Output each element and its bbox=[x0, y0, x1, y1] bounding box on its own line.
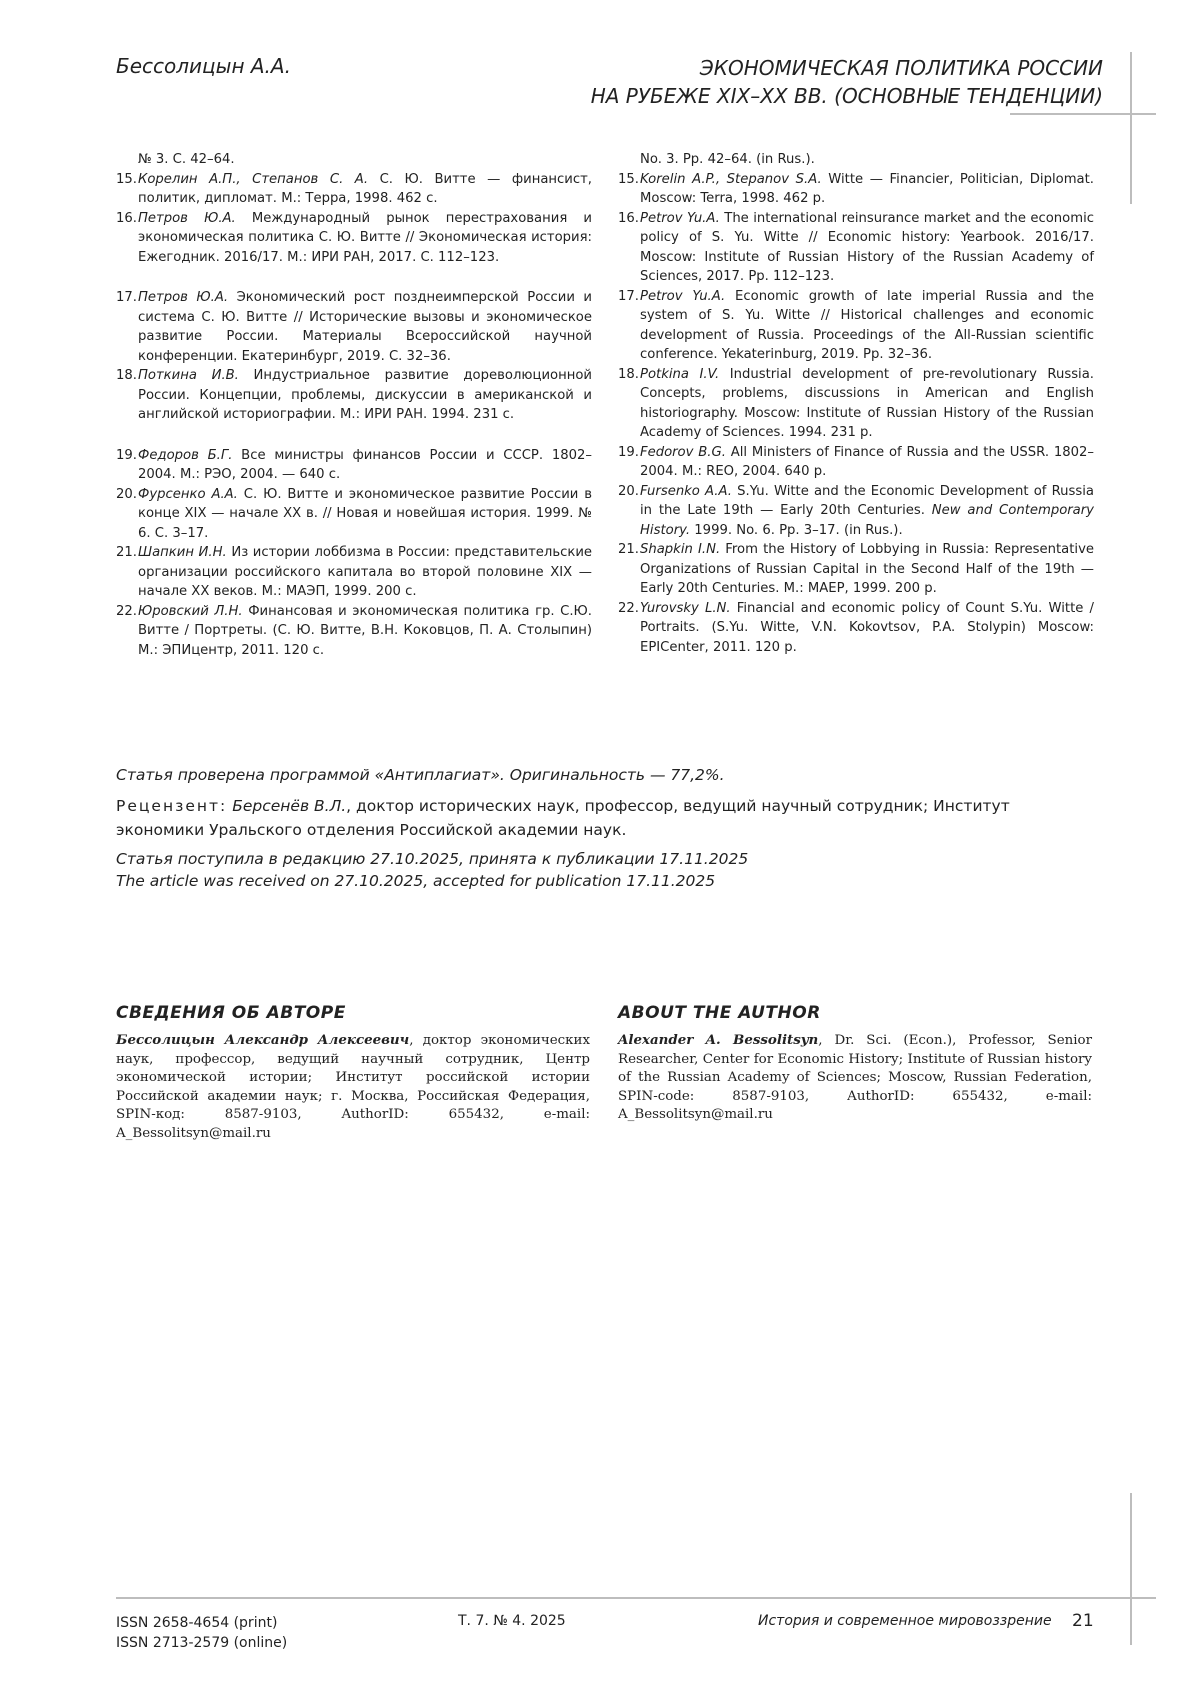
about-author-text bbox=[618, 1031, 1092, 1125]
received-dates bbox=[116, 848, 1096, 892]
reference-text: С. Ю. Витте — финансист, политик, дипломат. М.: Терра, 1998. 462 с. bbox=[138, 171, 592, 206]
reference-text: Финансовая и экономическая политика гр. С.Ю. Витте / Портреты. (С. Ю. Витте, В.Н. Коковцов, П. А. Столыпин) М.: ЭПИцентр, 2011. 120 с. bbox=[138, 603, 592, 658]
running-head-author: Бессолицын А.А. bbox=[116, 54, 291, 78]
reviewer-note bbox=[116, 794, 1096, 842]
antiplagiarism-note: Статья проверена программой «Антиплагиат». Оригинальность — 77,2%. bbox=[116, 766, 725, 784]
reference-text: Witte — Financier, Politician, Diplomat. Moscow: Terra, 1998. 462 p. bbox=[640, 171, 1094, 206]
reference-number: 17. bbox=[618, 288, 639, 304]
reference-author: Корелин А.П., Степанов С. А. bbox=[138, 171, 369, 187]
about-author-russian bbox=[116, 1003, 590, 1143]
reference-author: Potkina I.V. bbox=[640, 366, 720, 382]
reference-text: The international reinsurance market and the economic policy of S. Yu. Witte // Economic history: Yearbook. 2016/17. Moscow: Institute of Russian History of the Russian Academy of Sciences, 2017. Pp. 112–123. bbox=[640, 210, 1094, 284]
reference-number: 20. bbox=[116, 486, 137, 502]
reference-author: Юровский Л.Н. bbox=[138, 603, 243, 619]
reference-15 bbox=[618, 170, 1094, 209]
author-name: Бессолицын Александр Алексеевич bbox=[116, 1032, 410, 1048]
reference-author: Фурсенко А.А. bbox=[138, 486, 238, 502]
reference-text: Экономический рост позднеимперской России и система С. Ю. Витте // Исторические вызовы и экономическое развитие России. Материалы Всероссийской научной конференции. Екатеринбург, 2019. С. 32–36. bbox=[138, 290, 592, 364]
reference-author: Fursenko A.A. bbox=[640, 483, 732, 499]
reference-number: 15. bbox=[116, 171, 137, 187]
header-rule-vertical bbox=[1130, 52, 1132, 204]
running-head-title bbox=[591, 54, 1103, 110]
reference-20 bbox=[618, 482, 1094, 541]
reference-author: Fedorov B.G. bbox=[640, 444, 726, 460]
footer-rule-vertical bbox=[1130, 1493, 1132, 1645]
reference-22 bbox=[116, 602, 592, 661]
running-head-title-line2: НА РУБЕЖЕ XIX–XX ВВ. (ОСНОВНЫЕ ТЕНДЕНЦИИ) bbox=[590, 84, 1103, 108]
reference-continuation: № 3. С. 42–64. bbox=[138, 152, 235, 167]
reference-number: 20. bbox=[618, 483, 639, 499]
reference-author: Федоров Б.Г. bbox=[138, 447, 233, 463]
reference-number: 17. bbox=[116, 290, 137, 305]
reference-22 bbox=[618, 599, 1094, 658]
reference-author: Yurovsky L.N. bbox=[640, 600, 731, 616]
reference-21 bbox=[618, 540, 1094, 599]
reference-author: Korelin A.P., Stepanov S.A. bbox=[640, 171, 822, 187]
footer-rule-horizontal bbox=[116, 1597, 1156, 1599]
reference-number: 16. bbox=[618, 210, 639, 226]
author-name: Alexander A. Bessolitsyn bbox=[618, 1032, 819, 1048]
reference-text: Financial and economic policy of Count S.Yu. Witte / Portraits. (S.Yu. Witte, V.N. Kokovtsov, P.A. Stolypin) Moscow: EPICenter, 2011. 120 p. bbox=[640, 600, 1094, 655]
footer-journal-title: История и современное мировоззрение bbox=[758, 1613, 1052, 1629]
reference-number: 22. bbox=[618, 600, 639, 616]
about-author-heading: СВЕДЕНИЯ ОБ АВТОРЕ bbox=[116, 1003, 346, 1023]
reference-text: С. Ю. Витте и экономическое развитие России в конце XIX — начале XX в. // Новая и новейшая история. 1999. № 6. С. 3–17. bbox=[138, 486, 593, 541]
reference-author: Петров Ю.А. bbox=[138, 290, 229, 305]
reference-text: Economic growth of late imperial Russia and the system of S. Yu. Witte // Historical challenges and economic development of Russia. Proceedings of the All-Russian scientific conference. Yekaterinburg, 2019. Pp. 32–36. bbox=[640, 288, 1094, 362]
about-author-text bbox=[116, 1031, 590, 1143]
reference-text: Индустриальное развитие дореволюционной России. Концепции, проблемы, дискуссии в американской и английской историографии. М.: ИРИ РАН. 1994. 231 с. bbox=[138, 368, 592, 422]
reference-author: Поткина И.В. bbox=[138, 368, 239, 383]
reference-18 bbox=[116, 366, 592, 425]
reference-number: 18. bbox=[618, 366, 639, 382]
reference-text: Все министры финансов России и СССР. 1802–2004. М.: РЭО, 2004. — 640 с. bbox=[138, 447, 592, 482]
reference-author: Petrov Yu.A. bbox=[640, 288, 726, 304]
running-head-title-line1: ЭКОНОМИЧЕСКАЯ ПОЛИТИКА РОССИИ bbox=[699, 56, 1103, 80]
reference-16 bbox=[116, 209, 592, 268]
reference-text: Industrial development of pre-revolutionary Russia. Concepts, problems, discussions in American and English historiography. Moscow: Institute of Russian History of the Russian Academy of Sciences. 1994. 231 p. bbox=[640, 366, 1094, 440]
reviewer-text: , доктор исторических наук, профессор, ведущий научный сотрудник; Институт экономики Уральского отделения Российской академии наук. bbox=[116, 797, 1010, 839]
reference-journal: New and Contemporary History. bbox=[640, 503, 1094, 538]
reference-text: Международный рынок перестрахования и экономическая политика С. Ю. Витте // Экономическая история: Ежегодник. 2016/17. М.: ИРИ РАН, 2017. С. 112–123. bbox=[138, 210, 592, 265]
issn-online: ISSN 2713-2579 (online) bbox=[116, 1635, 288, 1651]
issn-print: ISSN 2658-4654 (print) bbox=[116, 1615, 278, 1631]
reference-number: 15. bbox=[618, 171, 639, 187]
about-author-english bbox=[618, 1003, 1092, 1125]
reference-text: Из истории лоббизма в России: представительские организации российского капитала во второй половине XIX — начале XX веков. М.: МАЭП, 1999. 200 с. bbox=[138, 545, 593, 599]
author-details: , Dr. Sci. (Econ.), Professor, Senior Researcher, Center for Economic History; Institute of Russian history of the Russian Academy of Sciences; Moscow, Russian Federation, SPIN-code: 8587-9103, AuthorID: 655432, e-mail: A_Bessolitsyn@mail.ru bbox=[618, 1033, 1092, 1122]
reference-number: 21. bbox=[618, 542, 639, 557]
reference-18 bbox=[618, 365, 1094, 443]
reference-number: 19. bbox=[116, 447, 137, 463]
reference-16 bbox=[618, 209, 1094, 287]
reference-text: All Ministers of Finance of Russia and the USSR. 1802–2004. M.: REO, 2004. 640 p. bbox=[640, 444, 1094, 479]
received-en: The article was received on 27.10.2025, accepted for publication 17.11.2025 bbox=[116, 872, 716, 890]
reference-author: Petrov Yu.A. bbox=[640, 210, 720, 226]
page-number: 21 bbox=[1072, 1611, 1094, 1631]
footer-issn bbox=[116, 1613, 287, 1653]
reference-author: Петров Ю.А. bbox=[138, 210, 236, 226]
reference-number: 22. bbox=[116, 603, 137, 619]
reference-number: 16. bbox=[116, 210, 137, 226]
reference-author: Шапкин И.Н. bbox=[138, 545, 227, 560]
reference-continuation: No. 3. Pp. 42–64. (in Rus.). bbox=[640, 152, 815, 167]
about-author-heading: ABOUT THE AUTHOR bbox=[618, 1003, 821, 1023]
reference-17 bbox=[618, 287, 1094, 365]
received-ru: Статья поступила в редакцию 27.10.2025, принята к публикации 17.11.2025 bbox=[116, 850, 749, 868]
footer-volume: Т. 7. № 4. 2025 bbox=[458, 1613, 566, 1629]
reference-text: S.Yu. Witte and the Economic Development of Russia in the Late 19th — Early 20th Centuries. bbox=[640, 483, 1094, 518]
reference-17 bbox=[116, 288, 592, 366]
references-russian bbox=[116, 150, 592, 660]
reference-21 bbox=[116, 543, 592, 602]
header-rule-horizontal bbox=[1010, 113, 1156, 115]
reference-author: Shapkin I.N. bbox=[640, 542, 721, 557]
reference-19 bbox=[116, 446, 592, 485]
reference-number: 18. bbox=[116, 368, 137, 383]
reference-number: 21. bbox=[116, 545, 137, 560]
reviewer-label: Рецензент: bbox=[116, 797, 228, 815]
reviewer-name: Берсенёв В.Л. bbox=[232, 797, 347, 815]
references-english bbox=[618, 150, 1094, 657]
author-details: , доктор экономических наук, профессор, ведущий научный сотрудник, Центр экономической истории; Институт российской истории Российской академии наук; г. Москва, Российская Федерация, SPIN-код: 8587-9103, AuthorID: 655432, e-mail: A_Bessolitsyn@mail.ru bbox=[116, 1033, 590, 1141]
reference-19 bbox=[618, 443, 1094, 482]
reference-15 bbox=[116, 170, 592, 209]
reference-text: From the History of Lobbying in Russia: Representative Organizations of Russian Capital in the Second Half of the 19th — Early 20th Centuries. M.: MAEP, 1999. 200 p. bbox=[640, 542, 1095, 596]
reference-number: 19. bbox=[618, 444, 639, 460]
reference-text-tail: 1999. No. 6. Pp. 3–17. (in Rus.). bbox=[690, 522, 903, 538]
reference-20 bbox=[116, 485, 592, 544]
